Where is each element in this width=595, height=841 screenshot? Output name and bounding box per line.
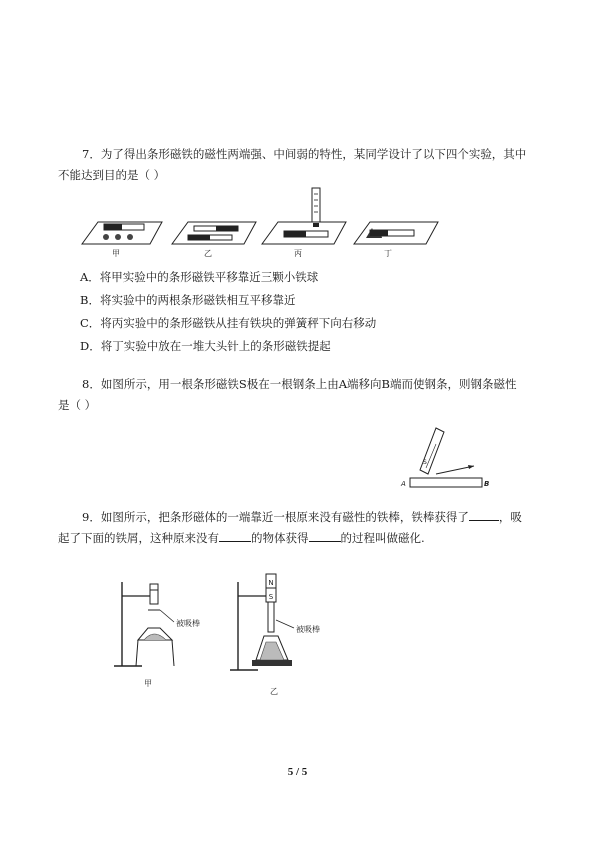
q7-line1: 7．为了得出条形磁铁的磁性两端强、中间弱的特性，某同学设计了以下四个实验，其中	[82, 147, 527, 161]
q8-b-label: B	[484, 480, 490, 488]
q9-line1-a: 9．如图所示，把条形磁体的一端靠近一根原来没有磁性的铁棒，铁棒获得了	[82, 510, 469, 524]
q8-line2: 是（ ）	[58, 398, 97, 412]
q7-figure	[76, 186, 446, 258]
panel-label-jia: 甲	[112, 249, 120, 258]
q9-blank-3[interactable]	[309, 529, 341, 542]
q9-right-caption: 乙	[270, 687, 278, 696]
q8-a-label: A	[401, 480, 406, 488]
q8-line1: 8．如图所示，用一根条形磁铁S极在一根钢条上由A端移向B端而使钢条，则钢条磁性	[82, 377, 517, 391]
q9-figure-yi	[230, 574, 320, 696]
q9-line2-a: 起了下面的铁屑，这种原来没有	[58, 531, 219, 545]
q9-pole-n: N	[268, 579, 274, 587]
q8-figure	[396, 424, 500, 496]
q9-line2-c: 的过程叫做磁化.	[340, 531, 425, 545]
q7-option-a[interactable]: A．将甲实验中的条形磁铁平移靠近三颗小铁球	[80, 270, 319, 284]
q9-blank-1[interactable]	[469, 508, 499, 521]
q9-left-label: 被吸棒	[176, 619, 200, 628]
panel-label-bing: 丙	[294, 249, 302, 258]
panel-label-yi: 乙	[204, 249, 212, 258]
q7-option-d[interactable]: D．将丁实验中放在一堆大头针上的条形磁铁提起	[80, 339, 331, 353]
question-7-text	[58, 144, 538, 186]
q8-s-label: S	[423, 459, 427, 466]
page-number: 5 / 5	[287, 766, 308, 778]
q7-option-c[interactable]: C．将丙实验中的条形磁铁从挂有铁块的弹簧秤下向右移动	[80, 316, 377, 330]
question-9-text	[58, 507, 538, 549]
question-8-text	[58, 374, 538, 416]
panel-yi	[172, 222, 256, 258]
panel-jia	[82, 222, 162, 258]
panel-label-ding: 丁	[384, 249, 392, 258]
q7-line2: 不能达到目的是（ ）	[58, 168, 166, 182]
q9-line2-b: 的物体获得	[251, 531, 309, 545]
q9-left-caption: 甲	[144, 679, 152, 688]
q9-pole-s: S	[268, 593, 274, 601]
q9-blank-2[interactable]	[219, 529, 251, 542]
q9-figure	[108, 570, 444, 698]
q9-figure-jia	[114, 582, 200, 688]
q7-option-b[interactable]: B．将实验中的两根条形磁铁相互平移靠近	[80, 293, 296, 307]
panel-bing	[262, 188, 346, 258]
q9-right-label: 被吸棒	[296, 625, 320, 634]
panel-ding	[354, 222, 438, 258]
q9-line1-b: ，吸	[498, 510, 522, 524]
